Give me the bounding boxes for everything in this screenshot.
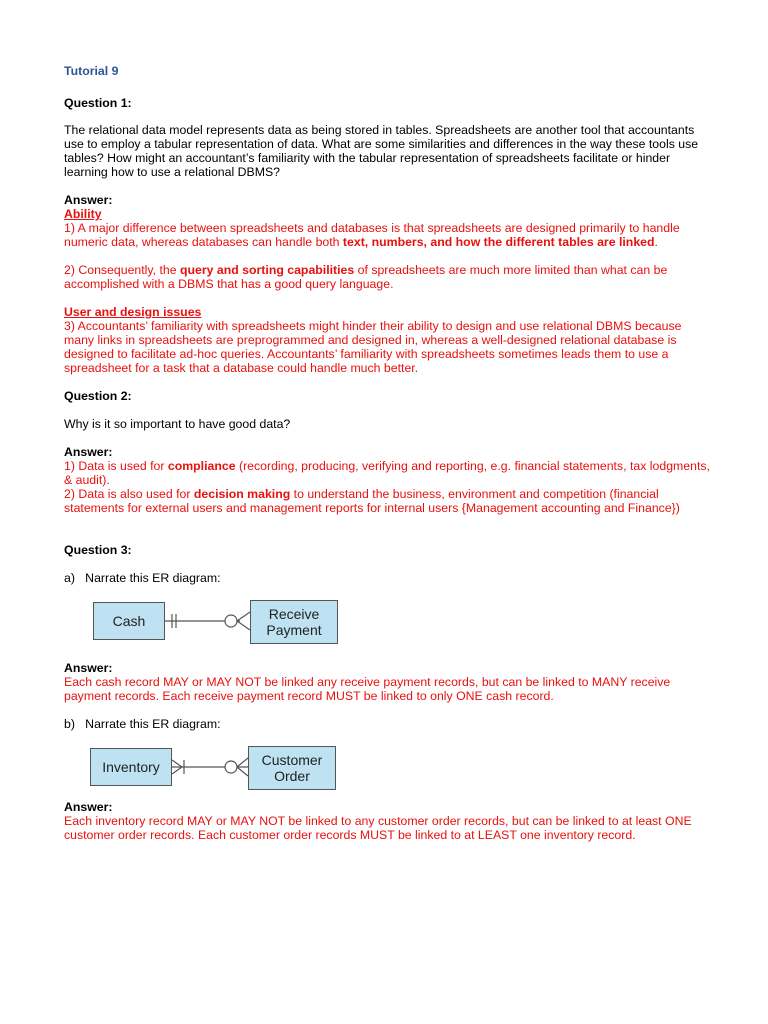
crows-foot [237,612,250,621]
answer-2-point-2 [64,487,714,515]
answer-1-point-2 [64,263,714,291]
crows-foot [237,758,248,767]
answer-1-point-2-text: 2) Consequently, the [64,263,180,277]
ability-heading: Ability [64,207,102,221]
question-1-answer-label: Answer: [64,193,113,207]
question-2-text: Why is it so important to have good data? [64,417,291,431]
page-title: Tutorial 9 [64,64,119,78]
question-2-answer-label: Answer: [64,445,113,459]
entity-customer-order [248,746,336,790]
answer-2-point-1-text: 1) Data is used for [64,459,168,473]
er-diagram-inventory-customer-order [88,744,350,792]
answer-2-point-1-emphasis: compliance [167,459,236,473]
crows-foot [172,760,182,767]
entity-customer-order-line-2: Order [274,768,310,784]
optional-circle [225,615,237,627]
crows-foot [172,767,182,774]
entity-cash: Cash [93,602,165,640]
optional-circle [225,761,237,773]
entity-receive-payment-line-2: Payment [266,622,322,638]
answer-1-point-2-end: of spreadsheets are much more limited than what can be accomplished with a DBMS that has a good query language. [64,263,668,291]
question-1-text: The relational data model represents data as being stored in tables. Spreadsheets are another tool that accountants use to employ a tabular representation of data. What are some similarities and differences in the way these tools use tables? How might an accountant’s familiarity with the tabular representation of spreadsheets facilitate or hinder learning how to use a relational DBMS? [64,123,699,179]
answer-1-point-1-end: . [654,235,658,249]
answer-2-point-1-end: (recording, producing, verifying and reporting, e.g. financial statements, tax lodgments, & audit). [64,459,710,487]
question-3a-label: a) Narrate this ER diagram: [64,571,221,585]
answer-2-point-2-end: to understand the business, environment and competition (financial statements for external users and management reports for internal users {Management accounting and Finance}) [64,487,680,515]
entity-customer-order-line-1: Customer [261,752,323,768]
answer-1-point-1-text: 1) A major difference between spreadsheets and databases is that spreadsheets are designed primarily to handle numeric data, whereas databases can handle both [64,221,680,249]
entity-receive-payment [250,600,338,644]
entity-inventory: Inventory [90,748,172,786]
entity-receive-payment-line-1: Receive [268,606,320,622]
question-2-heading: Question 2: [64,389,132,403]
question-3a-answer-label: Answer: [64,661,113,675]
question-3-heading: Question 3: [64,543,132,557]
answer-2-point-2-text: 2) Data is also used for [64,487,194,501]
answer-2-point-1 [64,459,714,487]
er-diagram-cash-receive-payment [90,598,350,646]
question-1-heading: Question 1: [64,96,132,110]
question-3b-answer-label: Answer: [64,800,113,814]
user-design-heading: User and design issues [64,305,202,319]
answer-1-point-2-emphasis: query and sorting capabilities [179,263,355,277]
question-3a-answer: Each cash record MAY or MAY NOT be linked any receive payment records, but can be linked to MANY receive payment records. Each receive payment record MUST be linked to only ONE cash record. [64,675,671,703]
question-3b-answer: Each inventory record MAY or MAY NOT be linked to any customer order records, but can be linked to at least ONE customer order records. Each customer order records MUST be linked to at LEAST one inventory record. [64,814,692,842]
question-3b-label: b) Narrate this ER diagram: [64,717,221,731]
answer-2-point-2-emphasis: decision making [193,487,291,501]
answer-1-point-1 [64,221,714,249]
crows-foot [237,621,250,630]
answer-1-point-1-emphasis: text, numbers, and how the different tables are linked [342,235,655,249]
answer-1-point-3: 3) Accountants’ familiarity with spreadsheets might hinder their ability to design and use relational DBMS because many links in spreadsheets are preprogrammed and designed in, whereas a well-designed relational database is designed to facilitate ad-hoc queries. Accountants’ familiarity with spreadsheets sometimes leads them to use a spreadsheet for a task that a database could handle much better. [64,319,682,375]
crows-foot [237,767,248,776]
